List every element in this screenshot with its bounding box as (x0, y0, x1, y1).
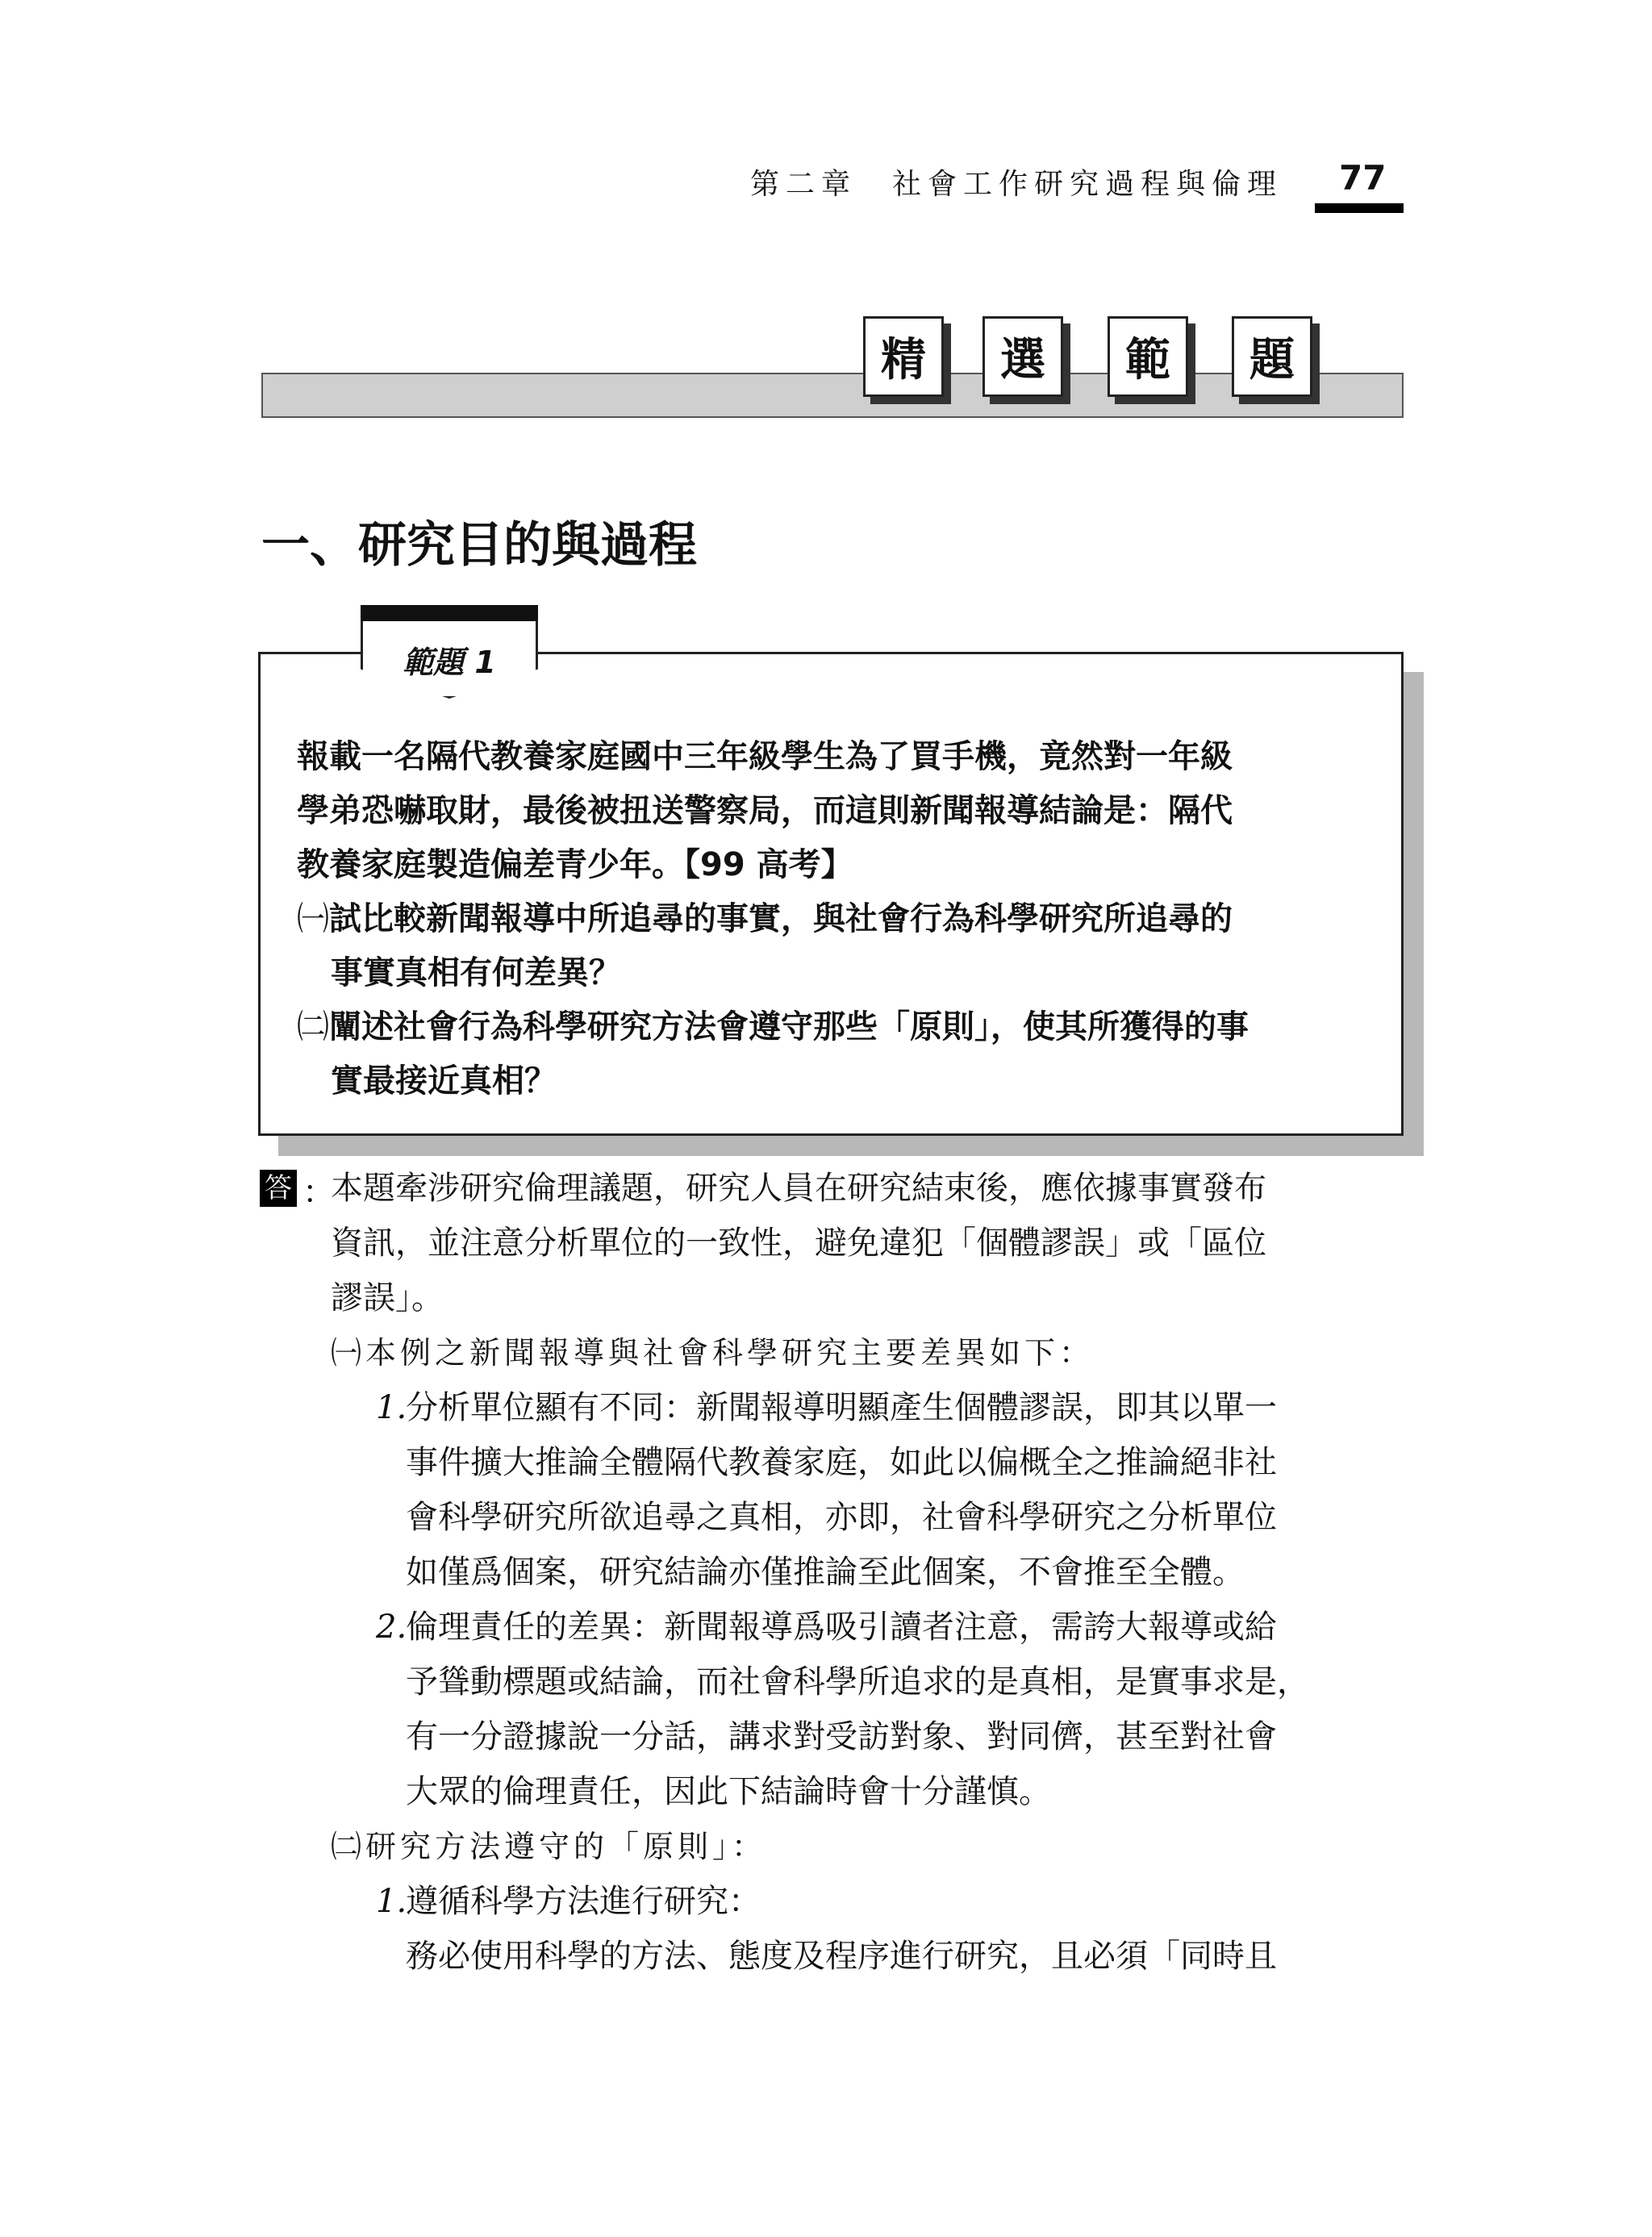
part-2-item-1-number: 1. (376, 1883, 407, 1920)
answer-intro-line: 謬誤」。 (331, 1279, 444, 1317)
answer-part-1-heading: ㈠本例之新聞報導與社會科學研究主要差異如下： (331, 1335, 1095, 1371)
part-1-item-2-line: 大眾的倫理責任，因此下結論時會十分謹慎。 (406, 1773, 1051, 1810)
example-stem-line: 教養家庭製造偏差青少年。【99 高考】 (297, 846, 853, 883)
part-1-item-1-line: 會科學研究所欲追尋之真相，亦即，社會科學研究之分析單位 (406, 1499, 1277, 1536)
part-1-item-2-line: 予聳動標題或結論，而社會科學所追求的是真相，是實事求是， (406, 1663, 1309, 1701)
part-2-item-1-title: 遵循科學方法進行研究： (406, 1883, 761, 1920)
answer-part-2-heading: ㈡研究方法遵守的「原則」： (331, 1829, 767, 1864)
banner-char: 範 (1108, 316, 1188, 397)
part-1-item-1-line: 事件擴大推論全體隔代教養家庭，如此以偏概全之推論絕非社 (406, 1444, 1277, 1481)
part-1-item-2-number: 2. (376, 1609, 407, 1646)
answer-intro-line: 資訊，並注意分析單位的一致性，避免違犯「個體謬誤」或「區位 (331, 1225, 1266, 1262)
part-1-item-1-line: 分析單位顯有不同：新聞報導明顯產生個體謬誤，即其以單一 (406, 1389, 1277, 1426)
example-tab-label: 範題 1 (403, 645, 496, 680)
part-1-item-2-line: 有一分證據說一分話，講求對受訪對象、對同儕，甚至對社會 (406, 1718, 1277, 1755)
question-1 (297, 895, 1233, 943)
example-stem-line: 學弟恐嚇取財，最後被扭送警察局，而這則新聞報導結論是：隔代 (297, 792, 1233, 829)
question-2 (297, 1003, 1249, 1051)
answer-mark: 答 (260, 1170, 297, 1207)
banner-char: 題 (1232, 316, 1312, 397)
question-1-line: 試比較新聞報導中所追尋的事實，與社會行為科學研究所追尋的 (329, 900, 1233, 937)
question-2-line: 實最接近真相？ (331, 1062, 557, 1100)
question-2-marker: ㈡ (297, 1008, 329, 1045)
example-stem-line: 報載一名隔代教養家庭國中三年級學生為了買手機，竟然對一年級 (297, 738, 1233, 775)
part-1-item-2-line: 倫理責任的差異：新聞報導爲吸引讀者注意，需誇大報導或給 (406, 1609, 1277, 1646)
question-1-line: 事實真相有何差異？ (331, 954, 621, 991)
part-1-item-1-line: 如僅爲個案，研究結論亦僅推論至此個案，不會推至全體。 (406, 1554, 1245, 1591)
answer-colon: ： (302, 1174, 335, 1211)
example-tab-top-bar (361, 605, 538, 623)
answer-intro-line: 本題牽涉研究倫理議題，研究人員在研究結束後，應依據事實發布 (331, 1170, 1266, 1207)
part-1-item-1-number: 1. (376, 1389, 407, 1426)
running-header: 第二章 社會工作研究過程與倫理 (750, 168, 1283, 201)
question-1-marker: ㈠ (297, 900, 329, 937)
banner-char: 選 (982, 316, 1063, 397)
banner-char: 精 (863, 316, 944, 397)
page-number-underline (1315, 203, 1404, 213)
page-number: 77 (1339, 158, 1387, 198)
part-2-item-1-line: 務必使用科學的方法、態度及程序進行研究，且必須「同時且 (406, 1938, 1277, 1975)
question-2-line: 闡述社會行為科學研究方法會遵守那些「原則」，使其所獲得的事 (329, 1008, 1249, 1045)
section-heading: 一、研究目的與過程 (261, 517, 697, 574)
